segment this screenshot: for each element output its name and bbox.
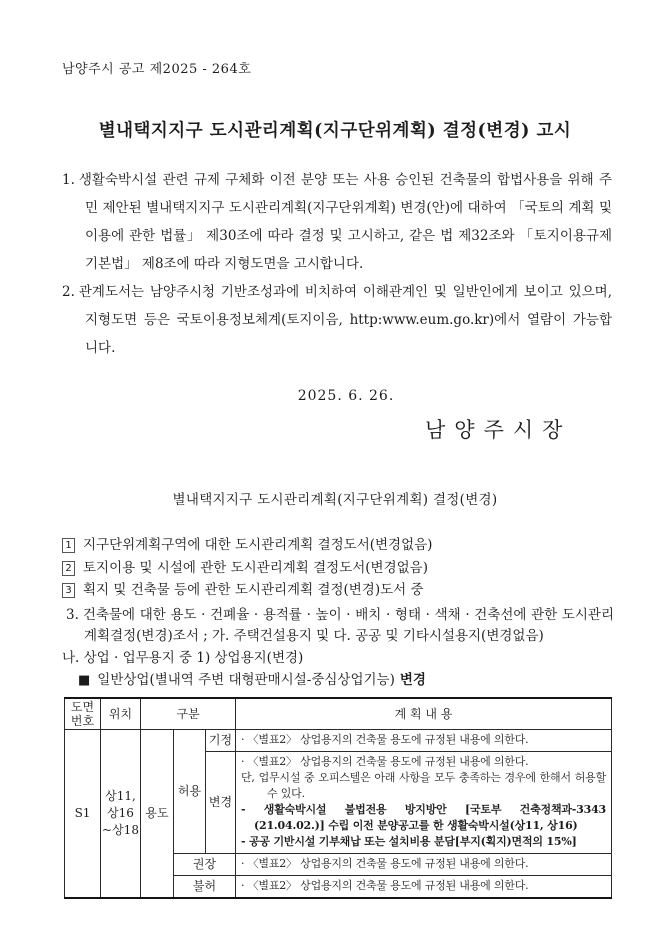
cell-prohibit-content: · 〈별표2〉 상업용지의 건축물 용도에 규정된 내용에 의한다. [236, 875, 612, 898]
header-category: 구분 [141, 698, 236, 730]
cell-recommend-label: 권장 [174, 853, 236, 875]
notice-body [62, 166, 612, 362]
detail-number: 3. [66, 606, 79, 623]
cell-category-use: 용도 [141, 729, 174, 898]
paragraph-text: 관계도서는 남양주시청 기반조성과에 비치하여 이해관계인 및 일반인에게 보이고 있으며, 지형도면 등은 국토이용정보체계(토지이음, http:www.eum.go.kr)에서 열람이 가능합니다. [78, 284, 612, 356]
change-content-line-4: - 공공 기반시설 기부채납 또는 설치비용 분담[부지(획지)면적의 15%] [241, 834, 577, 848]
bullet-text: 일반상업(별내역 주변 대형판매시설-중심상업기능) [97, 671, 395, 688]
header-drawing-no-line1: 도면 [70, 699, 95, 714]
cell-drawing-no: S1 [65, 729, 101, 898]
cell-change-content [236, 751, 612, 853]
detail-text: 건축물에 대한 용도 · 건폐율 · 용적률 · 높이 · 배치 · 형태 · 색채 · 건축선에 관한 도시관리계획결정(변경)조서 ; 가. 주택건설용지 및 다. 공공 및 기타시설용지(변경없음) [82, 606, 614, 644]
change-content-line-1: · 〈별표2〉 상업용지의 건축물 용도에 규정된 내용에 의한다. [241, 754, 529, 768]
paragraph-number: 2. [62, 284, 75, 300]
location-line: 상16 [107, 805, 134, 820]
cell-location [101, 729, 141, 898]
table-header-row [65, 698, 612, 730]
cell-change-label: 변경 [206, 751, 236, 853]
boxed-number-icon: 1 [62, 538, 75, 553]
notice-date: 2025. 6. 26. [297, 388, 395, 404]
decision-bullet-line [78, 670, 670, 691]
header-location: 위치 [101, 698, 141, 730]
decision-detail-item-na: 나. 상업 · 업무용지 중 1) 상업용지(변경) [62, 649, 304, 666]
decision-table [64, 697, 612, 899]
location-line: 상11, [105, 788, 136, 803]
document-title: 별내택지지구 도시관리계획(지구단위계획) 결정(변경) 고시 [98, 121, 572, 141]
notice-number: 남양주시 공고 제2025 - 264호 [62, 62, 252, 77]
notice-paragraph-1 [62, 166, 612, 278]
bullet-emphasis: 변경 [399, 671, 426, 688]
decision-section-title: 별내택지지구 도시관리계획(지구단위계획) 결정(변경) [172, 492, 498, 508]
decision-doc-item-2 [62, 557, 670, 580]
notice-paragraph-2 [62, 278, 612, 362]
decision-detail-item-3 [66, 605, 614, 647]
paragraph-text: 생활숙박시설 관련 규제 구체화 이전 분양 또는 사용 승인된 건축물의 합법사용을 위해 주민 제안된 별내택지지구 도시관리계획(지구단위계획) 변경(안)에 대하여 「국토의 계획 및 이용에 관한 법률」 제30조에 따라 결정 및 고시하고, 같은 법 제32조와 「토지이용규제기본법」 제8조에 따라 지형도면을 고시합니다. [78, 172, 612, 272]
decision-doc-text: 지구단위계획구역에 대한 도시관리계획 결정도서(변경없음) [83, 537, 433, 553]
change-content-line-2: 단, 업무시설 중 오피스텔은 아래 사항을 모두 충족하는 경우에 한해서 허용할 수 있다. [241, 770, 606, 800]
header-plan-content: 계 획 내 용 [236, 698, 612, 730]
cell-gijeong-content: · 〈별표2〉 상업용지의 건축물 용도에 규정된 내용에 의한다. [236, 729, 612, 751]
cell-prohibit-label: 불허 [174, 875, 236, 898]
decision-doc-item-3 [62, 579, 670, 602]
cell-allow-label: 허용 [174, 729, 206, 853]
paragraph-number: 1. [62, 172, 75, 188]
table-row-gijeong [65, 729, 612, 751]
decision-doc-text: 토지이용 및 시설에 관한 도시관리계획 결정도서(변경없음) [83, 559, 428, 576]
header-drawing-no-line2: 번호 [70, 713, 95, 728]
decision-docs-list [62, 534, 670, 602]
change-content-line-3: - 생활숙박시설 불법전용 방지방안 [국토부 건축정책과-3343 (21.04.02.)] 수립 이전 분양공고를 한 생활숙박시설(상11, 상16) [241, 802, 606, 832]
decision-doc-text: 획지 및 건축물 등에 관한 도시관리계획 결정(변경)도서 중 [83, 582, 424, 598]
boxed-number-icon: 2 [62, 561, 75, 576]
signer-name: 남양주시장 [425, 418, 572, 442]
boxed-number-icon: 3 [62, 583, 75, 598]
location-line: ~상18 [102, 822, 139, 837]
decision-doc-item-1 [62, 534, 670, 557]
cell-recommend-content: · 〈별표2〉 상업용지의 건축물 용도에 규정된 내용에 의한다. [236, 853, 612, 875]
header-drawing-no [65, 698, 101, 730]
square-bullet-icon: ■ [78, 672, 91, 688]
cell-gijeong-label: 기정 [206, 729, 236, 751]
